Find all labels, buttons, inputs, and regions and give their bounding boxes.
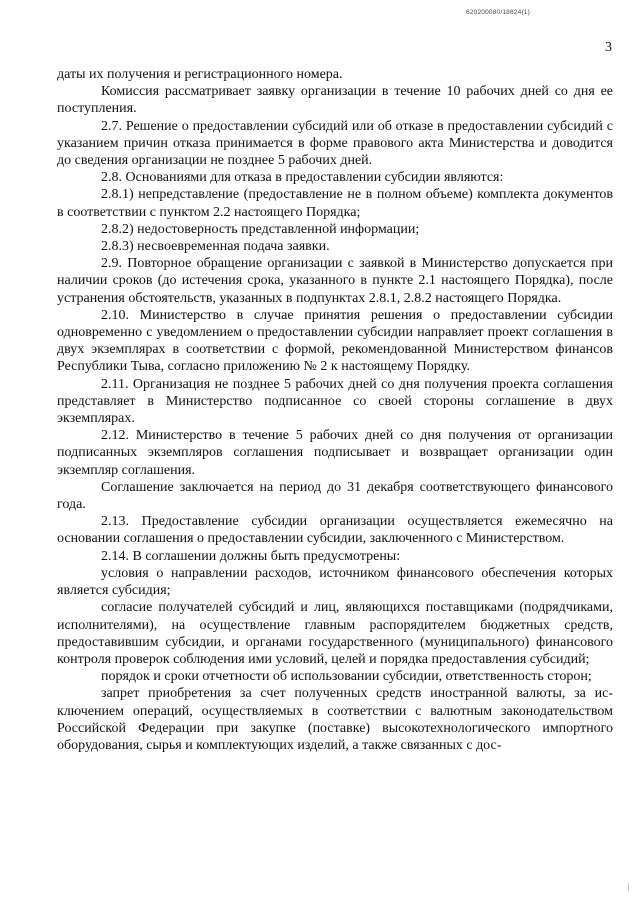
paragraph-2-8-3: 2.8.3) несвоевременная подача заявки. — [101, 239, 330, 255]
document-id: 620200080/18624(1) — [466, 9, 530, 16]
paragraph: Соглашение заключается на период до 31 декабря соответствующего финансового года. — [57, 479, 613, 513]
list-item: согласие получателей субсидий и лиц, являющихся поставщиками (подрядчиками, исполнителями), на осуществление главным распорядителем бюджетных средств, предоставившим субсидии, и органами государственного (муниципального) финансового контроля проверок соблюдения ими условий, целей и порядка предоставления субсидий; — [57, 600, 613, 667]
paragraph-2-7: 2.7. Решение о предоставлении субсидий или об отказе в предоставлении субсидий с указанием причин отказа принимается в форме правового акта Министерства и доводится до сведения организации не позднее 5 рабочих дней. — [57, 118, 613, 169]
page-body — [57, 66, 613, 754]
paragraph: Комиссия рассматривает заявку организации в течение 10 рабочих дней со дня ее поступления. — [57, 84, 613, 117]
page-number: 3 — [605, 40, 612, 55]
paragraph-2-13: 2.13. Предоставление субсидии организации осуществляется ежемесячно на основании соглашения о предоставлении субсидии, заключенного с Министерством. — [57, 514, 613, 547]
paragraph-2-8-2: 2.8.2) недостоверность представленной информации; — [101, 221, 420, 237]
paragraph-2-8: 2.8. Основаниями для отказа в предоставлении субсидии являются: — [101, 170, 504, 186]
paragraph-2-8-1: 2.8.1) непредставление (предоставление не в полном объеме) комплекта документов в соответствии с пунктом 2.2 настоящего Порядка; — [57, 187, 613, 220]
pen-mark-icon: ⁄ — [625, 882, 634, 893]
paragraph-2-9: 2.9. Повторное обращение организации с заявкой в Министерство допускается при наличии сроков (до истечения срока, указанного в пункте 2.1 настоящего Порядка), после устранения обстоятельств, указанных в подпунктах 2.8.1, 2.8.2 настоящего Порядка. — [57, 256, 613, 306]
paragraph: даты их получения и регистрационного номера. — [57, 67, 343, 82]
paragraph-2-14: 2.14. В соглашении должны быть предусмотрены: — [101, 548, 401, 564]
paragraph-2-11: 2.11. Организация не позднее 5 рабочих дней со дня получения проекта соглашения представляет в Министерство подписанное со своей стороны соглашение в двух экземплярах. — [57, 376, 613, 427]
paragraph-2-12: 2.12. Министерство в течение 5 рабочих дней со дня получения от организации подписанных экземпляров соглашения подписывает и возвращает организации один экземпляр соглашения. — [57, 428, 613, 478]
list-item: условия о направлении расходов, источником финансового обеспечения которых является субсидия; — [57, 565, 613, 599]
list-item: порядок и сроки отчетности об использовании субсидии, ответственность сторон; — [101, 669, 592, 685]
list-item: запрет приобретения за счет полученных средств иностранной валюты, за исключением операций, осуществляемых в соответствии с валютным законодательством Российской Федерации при закупке (поставке) высокотехнологического импортного оборудования, сырья и комплектующих изделий, а также связанных с дос- — [57, 686, 613, 753]
paragraph-2-10: 2.10. Министерство в случае принятия решения о предоставлении субсидии одновременно с уведомлением о предоставлении субсидии направляет проект соглашения в двух экземплярах в соответствии с формой, рекомендованной Министерством финансов Республики Тыва, согласно приложению № 2 к настоящему Порядку. — [57, 307, 613, 375]
